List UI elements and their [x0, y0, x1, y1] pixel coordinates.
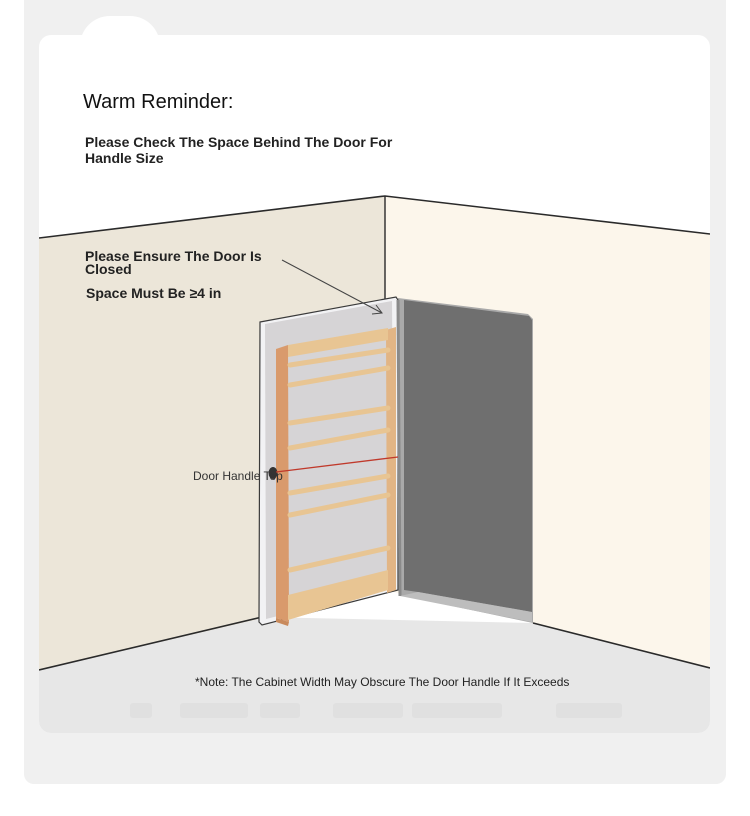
footnote: *Note: The Cabinet Width May Obscure The Door Handle If It Exceeds — [195, 675, 570, 689]
page-title: Warm Reminder: — [83, 91, 234, 113]
space-requirement-label: Space Must Be ≥4 in — [86, 285, 222, 301]
page-subtitle: Please Check The Space Behind The Door For Handle Size — [85, 134, 393, 166]
door-closed-label: Please Ensure The Door Is Closed — [85, 248, 262, 277]
door-handle-label: Door Handle Top — [193, 469, 283, 483]
doorway — [398, 298, 533, 623]
